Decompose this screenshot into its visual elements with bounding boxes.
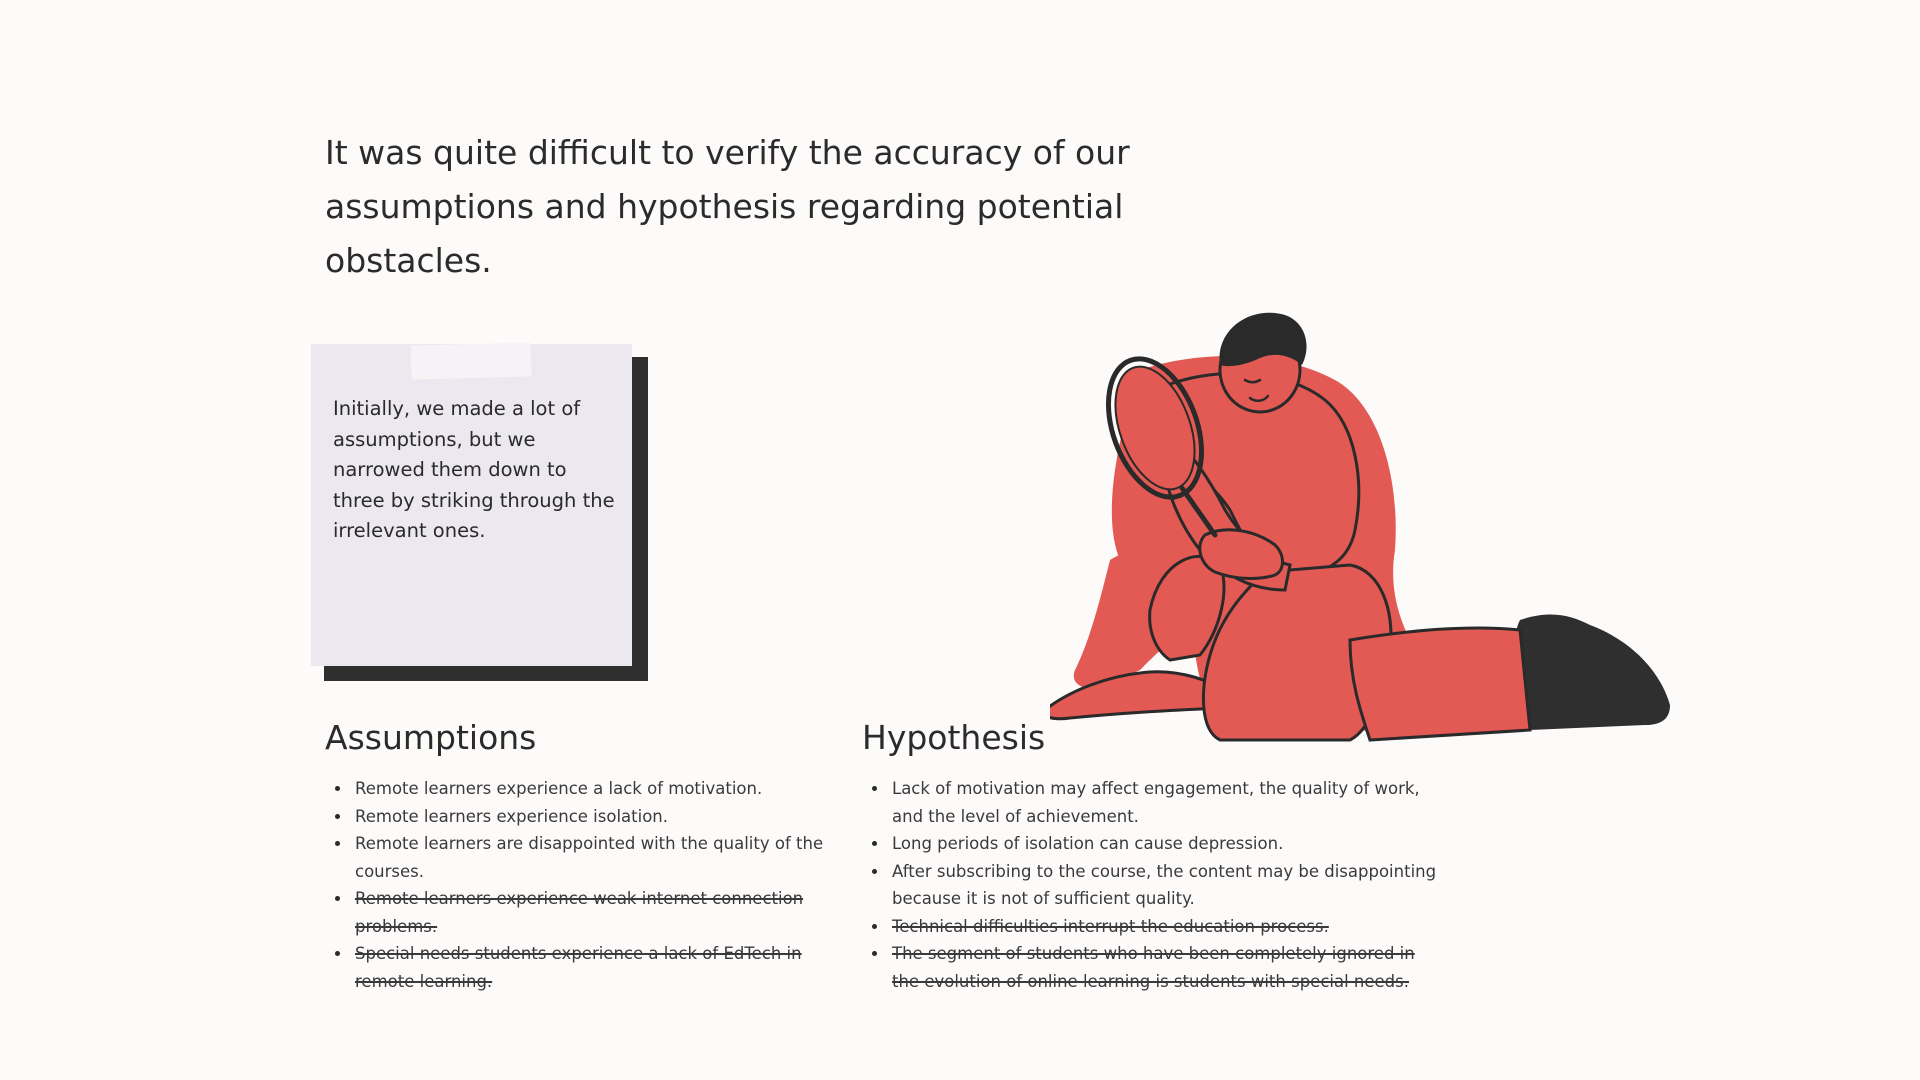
list-item: Technical difficulties interrupt the education process. bbox=[862, 913, 1447, 941]
tape-strip bbox=[411, 342, 532, 379]
list-item: Lack of motivation may affect engagement, the quality of work, and the level of achievement. bbox=[862, 775, 1447, 830]
list-item: Long periods of isolation can cause depression. bbox=[862, 830, 1447, 858]
list-item: Remote learners experience a lack of motivation. bbox=[325, 775, 825, 803]
assumptions-list bbox=[325, 775, 825, 995]
assumptions-heading: Assumptions bbox=[325, 718, 537, 757]
page-headline: It was quite difficult to verify the accuracy of our assumptions and hypothesis regarding potential obstacles. bbox=[325, 133, 1130, 280]
list-item: Remote learners experience isolation. bbox=[325, 803, 825, 831]
sticky-note bbox=[311, 344, 632, 666]
hypothesis-list bbox=[862, 775, 1447, 995]
shoe-shape bbox=[1514, 615, 1670, 730]
list-item: Special needs students experience a lack of EdTech in remote learning. bbox=[325, 940, 825, 995]
list-item: Remote learners are disappointed with the quality of the courses. bbox=[325, 830, 825, 885]
calf-shape bbox=[1350, 628, 1530, 740]
list-item: Remote learners experience weak internet connection problems. bbox=[325, 885, 825, 940]
list-item: After subscribing to the course, the content may be disappointing because it is not of sufficient quality. bbox=[862, 858, 1447, 913]
list-item: The segment of students who have been completely ignored in the evolution of online learning is students with special needs. bbox=[862, 940, 1447, 995]
sticky-note-text: Initially, we made a lot of assumptions, but we narrowed them down to three by striking through the irrelevant ones. bbox=[333, 397, 615, 542]
hypothesis-heading: Hypothesis bbox=[862, 718, 1046, 757]
person-with-magnifying-glass-illustration bbox=[1050, 310, 1700, 750]
